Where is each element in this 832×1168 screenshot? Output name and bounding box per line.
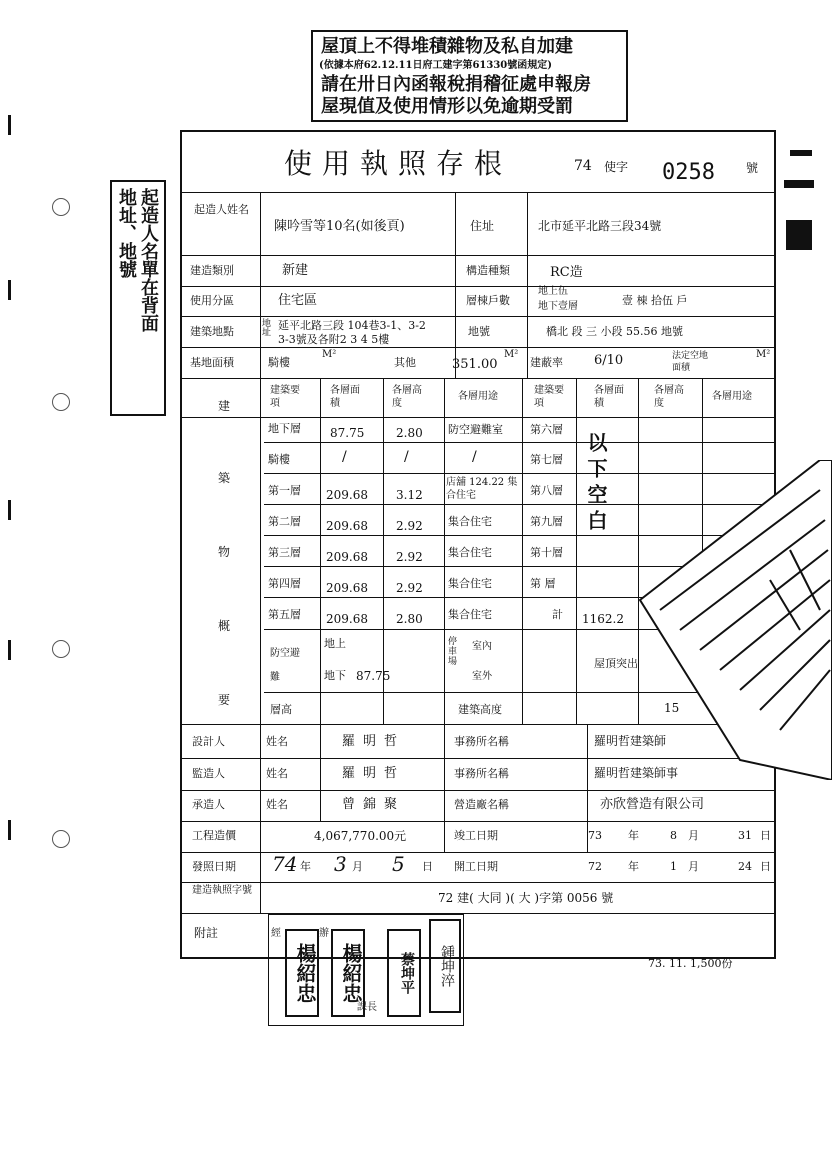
value-designer-office: 羅明哲建築師 [594,734,667,748]
value-other-area: 351.00 [452,357,498,372]
issue-month: 3 [334,852,347,876]
label-parking: 停車場 [448,637,458,667]
label-coverage: 建蔽率 [530,356,563,369]
permit-char: 使字 [604,160,629,174]
value-designer: 羅明哲 [342,734,406,749]
floor-label: 騎樓 [268,453,290,466]
complete-month: 8 [670,829,677,842]
label-office: 事務所名稱 [454,735,509,748]
label-day: 日 [760,860,771,873]
value-site-line2: 3-3號及各附2 3 4 5樓 [278,333,390,346]
permit-number: 0258 [662,160,715,185]
notice-line2: (依據本府62.12.11日府工建字第61330號函規定) [319,60,552,71]
floor-label: 第二層 [268,515,301,528]
floor-area: 209.68 [326,488,368,502]
value-lot: 橋北 段 三 小段 55.56 地號 [546,325,683,338]
floor-label-r: 第七層 [530,453,563,466]
label-site-addr: 地址 [262,319,272,338]
notice-line4: 屋現值及使用情形以免逾期受罰 [321,96,573,117]
unit-m2: M² [504,349,519,360]
col-area: 各層面積 [330,385,360,409]
col-item: 建築要項 [270,385,300,409]
label-below: 地下 [324,669,346,682]
permit-year: 74 [574,158,592,174]
floor-label-r: 第 層 [530,577,556,590]
edge-mark [790,150,812,156]
edge-mark [8,640,11,660]
label-year: 年 [628,860,639,873]
value-contractor: 曾錦聚 [342,797,406,812]
edge-mark [786,220,812,250]
label-above: 地上 [324,637,346,650]
floor-area: 87.75 [330,426,365,440]
label-shelter: 防空避難 [270,648,300,683]
permit-suffix: 號 [746,161,759,175]
floor-area: / [342,449,347,465]
label-land-area: 基地面積 [190,356,234,369]
label-complete: 竣工日期 [454,829,498,842]
label-floors: 層棟戶數 [466,294,510,307]
section-label-1: 建 [218,399,231,413]
value-site-line1: 延平北路三段 104巷3-1、3-2 [278,319,426,332]
value-contractor-firm: 亦欣營造有限公司 [600,797,705,812]
seal-stamp: 楊紹忠 [285,929,319,1017]
label-name: 姓名 [266,798,288,811]
value-floors-top: 地上伍 [538,286,568,297]
start-month: 1 [670,860,677,873]
floor-label-r: 第九層 [530,515,563,528]
torn-corner [620,460,832,780]
stamp-label-3: 課長 [357,1002,377,1013]
notice-line3: 請在卅日內函報稅捐稽征處申報房 [321,74,591,95]
value-floors-bottom: 地下壹層 [538,301,578,312]
floor-use: 集合住宅 [448,546,492,559]
floor-use: / [472,449,477,465]
col-use-r: 各層用途 [712,391,752,402]
floor-height: 2.80 [396,612,423,626]
label-office: 事務所名稱 [454,767,509,780]
label-supervisor: 監造人 [192,767,225,780]
label-issue: 發照日期 [192,860,236,873]
value-coverage: 6/10 [594,353,624,368]
edge-mark [8,820,11,840]
label-site: 建築地點 [190,325,234,338]
section-label-5: 要 [218,693,231,707]
col-use: 各層用途 [458,391,498,402]
label-designer: 設計人 [192,735,225,748]
seal-stamp: 蔡坤平 [387,929,421,1017]
stamp-area [268,914,464,1026]
col-area-r: 各層面積 [594,385,624,409]
label-month: 月 [688,829,699,842]
col-height: 各層高度 [392,385,422,409]
start-day: 24 [738,860,752,873]
label-year: 年 [628,829,639,842]
value-residence: 北市延平北路三段34號 [538,219,662,233]
side-note [110,180,166,416]
notice-line1: 屋頂上不得堆積雜物及私自加建 [321,36,573,57]
edge-mark [8,500,11,520]
seal-stamp: 楊紹忠 [331,929,365,1017]
floor-use: 集合住宅 [448,515,492,528]
col-item-r: 建築要項 [534,385,564,409]
start-year: 72 [588,860,602,873]
floor-use: 防空避難室 [448,423,503,436]
value-structure: RC造 [550,265,583,280]
floor-height: 2.92 [396,550,423,564]
floor-height: 2.80 [396,426,423,440]
notice-box [311,30,628,122]
floor-height: 2.92 [396,519,423,533]
side-note-col1: 地址、地號 [116,188,137,278]
total-area: 1162.2 [582,612,624,626]
side-note-col2: 起造人名單在背面 [138,188,159,332]
unit-m2: M² [756,349,771,360]
floor-label: 第五層 [268,608,301,621]
label-name: 姓名 [266,767,288,780]
unit-m2: M² [322,349,337,360]
label-indoor: 室內 [472,641,492,652]
section-label-2: 築 [218,471,231,485]
label-other: 其他 [394,356,416,369]
floor-height: 3.12 [396,488,423,502]
complete-day: 31 [738,829,752,842]
value-supervisor-office: 羅明哲建築師事 [594,766,679,780]
value-supervisor: 羅明哲 [342,766,406,781]
col-height-r: 各層高度 [654,385,684,409]
punch-hole [52,198,70,216]
value-floors-rest: 壹 棟 拾伍 戶 [622,294,688,307]
value-building-height: 15 [664,701,680,715]
label-floor-height: 層高 [270,703,292,716]
floor-label-r: 第十層 [530,546,563,559]
label-start: 開工日期 [454,860,498,873]
section-label-3: 物 [218,545,231,559]
label-build-type: 建造類別 [190,264,234,277]
value-zone: 住宅區 [278,293,318,308]
label-roof: 屋頂突出 [594,657,638,670]
label-legal-open: 法定空地面積 [672,351,709,373]
label-day: 日 [422,860,433,873]
value-cost: 4,067,770.00元 [314,829,407,843]
floor-area: 209.68 [326,581,368,595]
label-zone: 使用分區 [190,294,234,307]
label-firm: 營造廠名稱 [454,798,509,811]
form-title: 使用執照存根 [284,147,513,180]
complete-year: 73 [588,829,602,842]
edge-mark [784,180,814,188]
edge-mark [8,280,11,300]
label-day: 日 [760,829,771,842]
stamp-label-1: 經 [271,928,281,939]
value-shelter-below: 87.75 [356,669,391,683]
floor-label: 地下層 [268,422,301,435]
label-year: 年 [300,860,311,873]
label-building-height: 建築高度 [458,703,502,716]
floor-area: 209.68 [326,612,368,626]
value-owner: 陳吟雪等10名(如後頁) [274,219,405,234]
issue-year: 74 [272,852,298,876]
floor-area: 209.68 [326,550,368,564]
floor-area: 209.68 [326,519,368,533]
label-residence: 住址 [470,219,495,233]
label-month: 月 [688,860,699,873]
value-build-type: 新建 [282,263,309,278]
seal-stamp: 鍾坤淬 [429,919,461,1013]
section-label-4: 概 [218,619,231,633]
floor-use: 集合住宅 [448,608,492,621]
label-contractor: 承造人 [192,798,225,811]
label-owner: 起造人姓名 [194,203,249,216]
floor-height: / [404,449,409,465]
punch-hole [52,640,70,658]
floor-use: 店舖 124.22 集合住宅 [446,477,518,501]
label-name: 姓名 [266,735,288,748]
floor-label-r: 第八層 [530,484,563,497]
floor-height: 2.92 [396,581,423,595]
label-cost: 工程造價 [192,829,236,842]
punch-hole [52,393,70,411]
label-outdoor: 室外 [472,671,492,682]
print-note: 73. 11. 1,500份 [648,957,733,970]
floor-use: 集合住宅 [448,577,492,590]
floor-label: 第四層 [268,577,301,590]
floor-label-r: 第六層 [530,423,563,436]
label-structure: 構造種類 [466,264,510,277]
floor-label: 第一層 [268,484,301,497]
edge-mark [8,115,11,135]
label-permit-no: 建造執照字號 [192,885,252,896]
label-lot: 地號 [468,325,490,338]
annotation-blank: 以下空白 [584,432,608,536]
floor-label-r: 計 [552,608,563,621]
stamp-label-2: 辦 [319,928,329,939]
issue-day: 5 [392,852,405,876]
label-month: 月 [352,860,363,873]
floor-label: 第三層 [268,546,301,559]
label-attach: 附註 [194,926,219,940]
value-permit-no: 72 建( 大同 )( 大 )字第 0056 號 [438,891,614,905]
punch-hole [52,830,70,848]
label-arcade: 騎樓 [268,356,290,369]
